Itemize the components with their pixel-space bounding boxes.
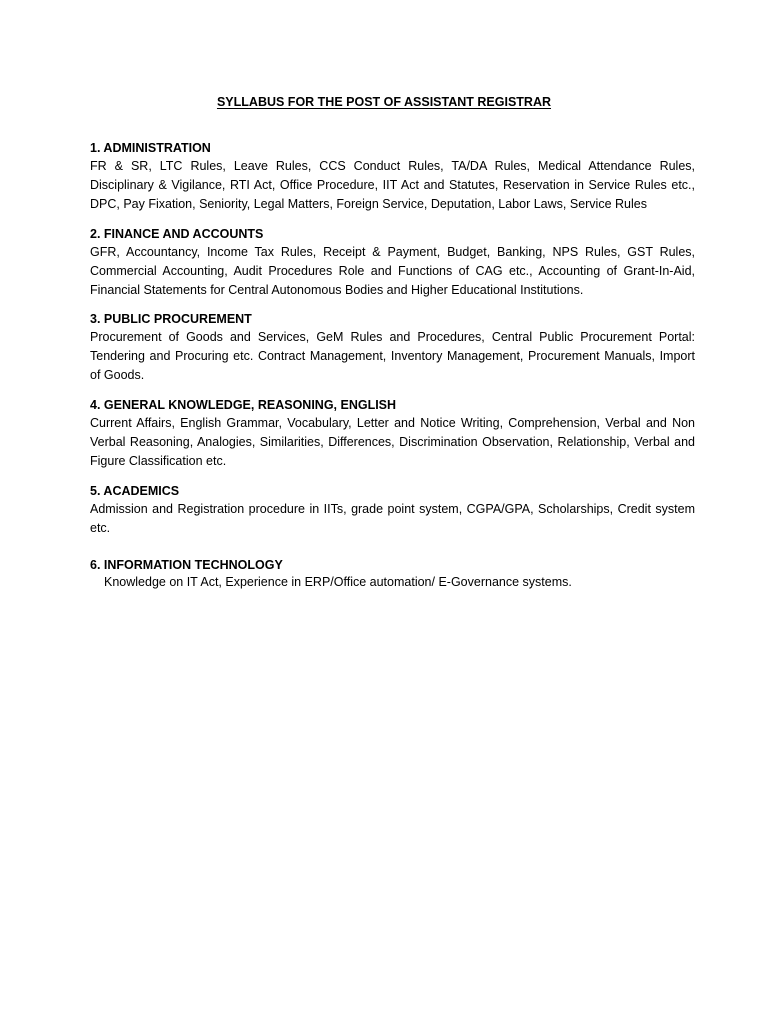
section-heading: 4. GENERAL KNOWLEDGE, REASONING, ENGLISH	[90, 398, 397, 412]
section-heading: 2. FINANCE AND ACCOUNTS	[90, 227, 264, 241]
section-heading: 6. INFORMATION TECHNOLOGY	[90, 558, 283, 572]
section-body: Admission and Registration procedure in IITs, grade point system, CGPA/GPA, Scholarships, Credit system etc.	[90, 502, 695, 535]
section-public-procurement	[90, 310, 695, 385]
section-administration	[90, 139, 695, 214]
section-body: FR & SR, LTC Rules, Leave Rules, CCS Conduct Rules, TA/DA Rules, Medical Attendance Rules, Disciplinary & Vigilance, RTI Act, Office Procedure, IIT Act and Statutes, Reservation in Service Rules etc., DPC, Pay Fixation, Seniority, Legal Matters, Foreign Service, Deputation, Labor Laws, Service Rules	[90, 159, 695, 211]
section-body: Current Affairs, English Grammar, Vocabulary, Letter and Notice Writing, Comprehension, Verbal and Non Verbal Reasoning, Analogies, Similarities, Differences, Discrimination Observation, Relationship, Verbal and Figure Classification etc.	[90, 416, 695, 468]
section-heading: 1. ADMINISTRATION	[90, 141, 211, 155]
section-body: Knowledge on IT Act, Experience in ERP/Office automation/ E-Governance systems.	[104, 575, 572, 589]
section-information-technology	[90, 556, 695, 591]
section-finance-and-accounts	[90, 225, 695, 300]
document-title: SYLLABUS FOR THE POST OF ASSISTANT REGISTRAR	[216, 95, 552, 109]
section-academics	[90, 482, 695, 538]
section-body: Procurement of Goods and Services, GeM Rules and Procedures, Central Public Procurement Portal: Tendering and Procuring etc. Contract Management, Inventory Management, Procurement Manuals, Import of Goods.	[90, 330, 695, 382]
section-general-knowledge	[90, 396, 695, 471]
section-heading: 3. PUBLIC PROCUREMENT	[90, 312, 252, 326]
section-heading: 5. ACADEMICS	[90, 484, 180, 498]
section-body: GFR, Accountancy, Income Tax Rules, Receipt & Payment, Budget, Banking, NPS Rules, GST Rules, Commercial Accounting, Audit Procedures Role and Functions of CAG etc., Accounting of Grant-In-Aid, Financial Statements for Central Autonomous Bodies and Higher Educational Institutions.	[90, 245, 695, 297]
